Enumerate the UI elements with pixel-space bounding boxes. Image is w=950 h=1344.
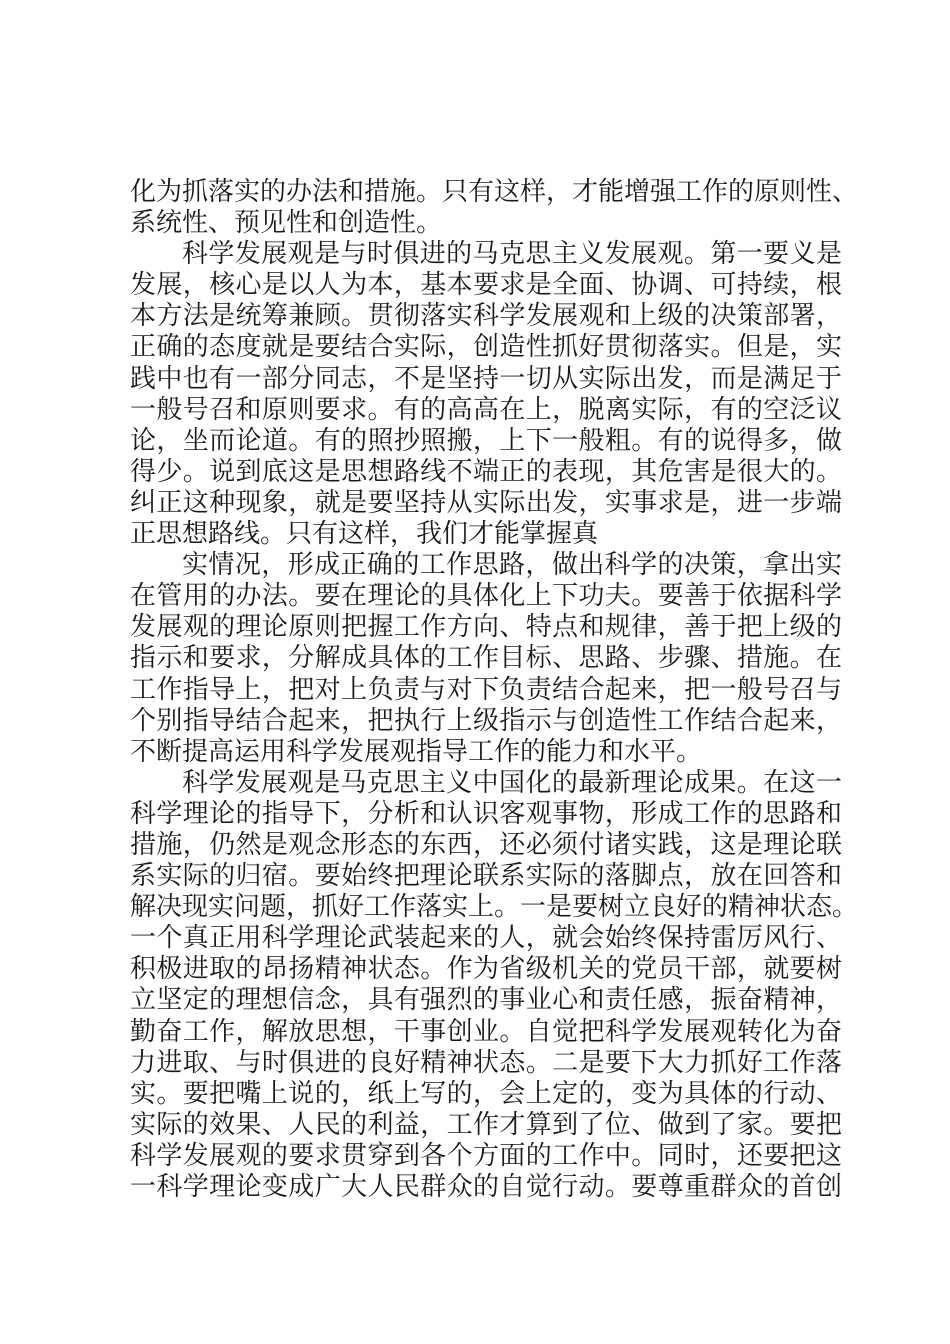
paragraph-first-line: 科学发展观是与时俱进的马克思主义发展观。第一要义是	[182, 239, 842, 270]
text-line: 积极进取的昂扬精神状态。作为省级机关的党员干部，就要树	[130, 954, 842, 985]
text-line: 化为抓落实的办法和措施。只有这样，才能增强工作的原则性、	[130, 177, 859, 207]
text-line: 指示和要求，分解成具体的工作目标、思路、步骤、措施。在	[130, 643, 842, 674]
text-line: 践中也有一部分同志，不是坚持一切从实际出发，而是满足于	[130, 363, 842, 394]
text-line: 得少。说到底这是思想路线不端正的表现，其危害是很大的。	[130, 456, 842, 487]
text-line: 解决现实问题，抓好工作落实上。一是要树立良好的精神状态。	[130, 892, 859, 923]
body-text	[130, 177, 859, 1203]
text-line: 发展观的理论原则把握工作方向、特点和规律，善于把上级的	[130, 612, 842, 643]
text-line: 立坚定的理想信念，具有强烈的事业心和责任感，振奋精神，	[130, 985, 842, 1016]
text-line: 发展，核心是以人为本，基本要求是全面、协调、可持续，根	[130, 270, 842, 301]
text-line: 实。要把嘴上说的，纸上写的，会上定的，变为具体的行动、	[130, 1078, 842, 1109]
text-line: 正思想路线。只有这样，我们才能掌握真	[130, 519, 599, 550]
text-line: 一般号召和原则要求。有的高高在上，脱离实际，有的空泛议	[130, 394, 842, 425]
text-line: 工作指导上，把对上负责与对下负责结合起来，把一般号召与	[130, 674, 842, 705]
text-line: 科学理论的指导下，分析和认识客观事物，形成工作的思路和	[130, 798, 842, 829]
text-line: 实际的效果、人民的利益，工作才算到了位、做到了家。要把	[130, 1109, 842, 1140]
text-line: 正确的态度就是要结合实际，创造性抓好贯彻落实。但是，实	[130, 332, 842, 363]
text-line: 不断提高运用科学发展观指导工作的能力和水平。	[130, 736, 703, 767]
text-line: 一个真正用科学理论武装起来的人，就会始终保持雷厉风行、	[130, 923, 842, 954]
text-line: 力进取、与时俱进的良好精神状态。二是要下大力抓好工作落	[130, 1047, 842, 1078]
paragraph-first-line: 科学发展观是马克思主义中国化的最新理论成果。在这一	[182, 767, 842, 798]
text-line: 个别指导结合起来，把执行上级指示与创造性工作结合起来，	[130, 705, 842, 736]
text-line: 在管用的办法。要在理论的具体化上下功夫。要善于依据科学	[130, 581, 842, 612]
text-line: 一科学理论变成广大人民群众的自觉行动。要尊重群众的首创	[130, 1172, 842, 1202]
text-line: 本方法是统筹兼顾。贯彻落实科学发展观和上级的决策部署，	[130, 301, 842, 332]
text-line: 论，坐而论道。有的照抄照搬，上下一般粗。有的说得多，做	[130, 425, 842, 456]
text-line: 科学发展观的要求贯穿到各个方面的工作中。同时，还要把这	[130, 1140, 842, 1171]
text-line: 系实际的归宿。要始终把理论联系实际的落脚点，放在回答和	[130, 861, 842, 892]
text-line: 系统性、预见性和创造性。	[130, 208, 443, 239]
text-line: 纠正这种现象，就是要坚持从实际出发，实事求是，进一步端	[130, 487, 842, 518]
text-line: 措施，仍然是观念形态的东西，还必须付诸实践，这是理论联	[130, 829, 842, 860]
paragraph-first-line: 实情况，形成正确的工作思路，做出科学的决策，拿出实	[182, 550, 842, 581]
text-line: 勤奋工作，解放思想，干事创业。自觉把科学发展观转化为奋	[130, 1016, 842, 1047]
